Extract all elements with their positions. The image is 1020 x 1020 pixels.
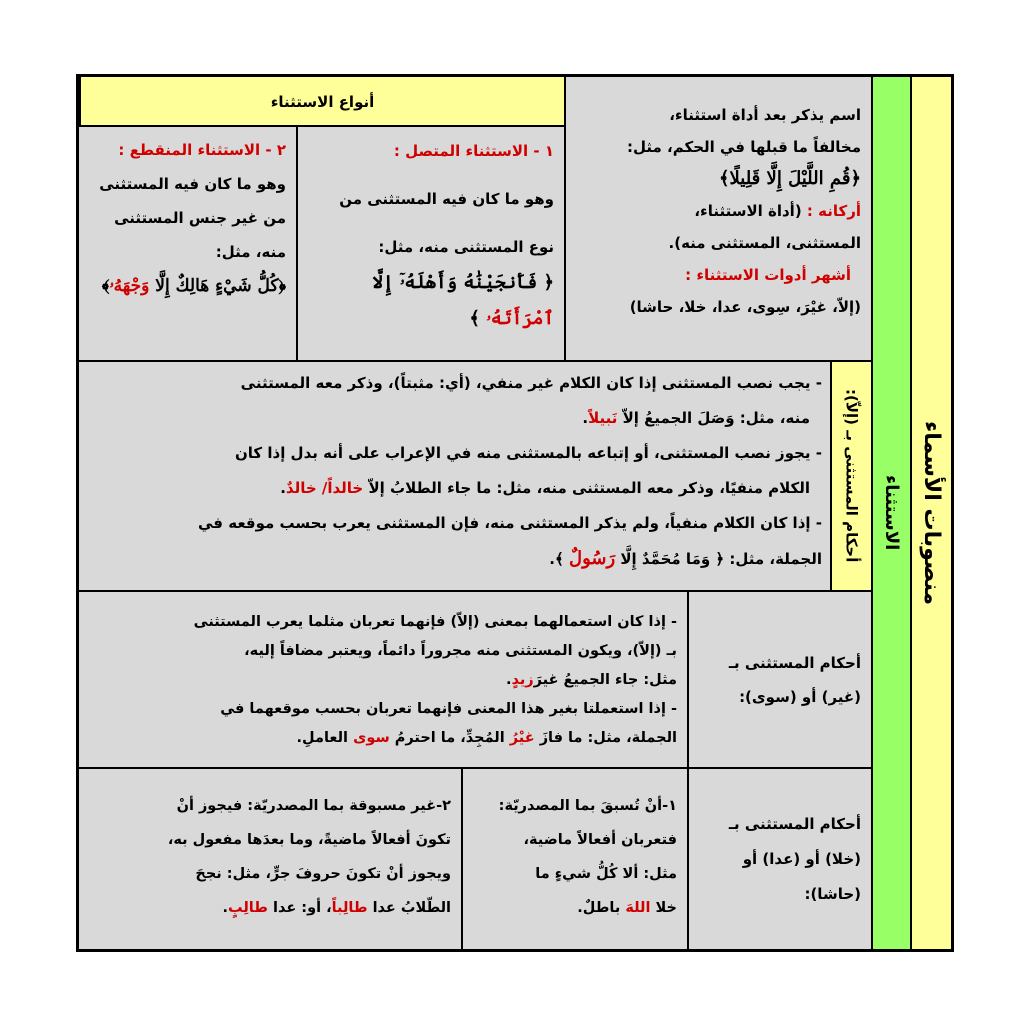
illa-rules-label-text: أحكام المستثنى بـ (إلاّ):: [842, 389, 861, 563]
disconnected-exception-cell: [79, 127, 296, 362]
chapter-title: منصوبات الأسماء: [919, 420, 944, 606]
ghayr-rule-line-2: بـ (إلاّ)، ويكون المستثنى منه مجروراً دائماً، ويعتبر مضافاً إليه،: [244, 643, 677, 659]
khala-case-2-line-3: ويجوز أنْ تكونَ حروفَ جرٍّ، مثل: نجحَ: [195, 866, 451, 882]
ghayr-siwa-label-cell: [687, 592, 871, 769]
khala-case-2-line-2: تكونَ أفعالاً ماضيةً، وما بعدَها مفعول به،: [167, 832, 451, 848]
section-title: الاستثناء: [881, 475, 902, 551]
definition-line-2: مخالفاً ما قبلها في الحكم، مثل:: [627, 138, 861, 156]
disconnected-line-3: منه، مثل:: [215, 243, 286, 261]
illa-rules-label: [830, 362, 871, 592]
definition-cell: [564, 77, 871, 362]
connected-title: ١ - الاستثناء المتصل :: [393, 142, 554, 160]
disconnected-line-1: وهو ما كان فيه المستثنى: [99, 175, 286, 193]
ghayr-label-line-1: أحكام المستثنى بـ: [728, 653, 861, 672]
illa-rule-3-line-2: الجملة، مثل: ﴿ وَمَا مُحَمَّدٌ إِلَّا رَسُولٌ ﴾.: [549, 548, 822, 569]
ghayr-rule-line-1: - إذا كان استعمالهما بمعنى (إلاّ) فإنهما تعربان مثلما يعرب المستثنى: [193, 614, 677, 630]
quran-example-1: ﴿قُمِ اللَّيْلَ إِلَّا قَلِيلًا﴾: [719, 168, 861, 189]
types-header-text: أنواع الاستثناء: [270, 93, 375, 111]
pillars-line: [576, 195, 861, 227]
illa-rule-2-line-1: - يجوز نصب المستثنى، أو إتباعه بالمستثنى منه في الإعراب على أنه بدل إذا كان: [234, 444, 822, 462]
ghayr-siwa-rules-cell: [79, 592, 687, 769]
khala-label-line-1: أحكام المستثنى بـ: [728, 814, 861, 833]
quran-example-disconnected: ﴿كُلُّ شَيْءٍ هَالِكٌ إِلَّا وَجْهَهُۥ﴾: [101, 276, 286, 296]
ghayr-rule-line-3: مثل: جاء الجميعُ غيرَزيدٍ.: [505, 672, 677, 688]
khala-ada-hasha-label-cell: [687, 769, 871, 949]
connected-exception-cell: [296, 127, 564, 362]
ghayr-rule-line-4: - إذا استعملتا بغير هذا المعنى فإنهما تعربان بحسب موقعهما في: [220, 701, 677, 717]
khala-case-2-line-1: ٢-غير مسبوقة بما المصدريّة: فيجوز أنْ: [176, 798, 451, 814]
ghayr-rule-line-5: الجملة، مثل: ما فازَ غيْرُ المُجِدِّ، ما احترمُ سوى العاملِ.: [296, 730, 677, 746]
ghayr-label-line-2: (غير) أو (سوى):: [739, 687, 861, 706]
khala-case-1-line-2: فتعربان أفعالاً ماضية،: [523, 832, 677, 848]
disconnected-line-2: من غير جنس المستثنى: [114, 209, 286, 227]
disconnected-title: ٢ - الاستثناء المنقطع :: [118, 141, 286, 159]
khala-label-line-2: (خلا) أو (عدا) أو: [742, 849, 861, 868]
connected-line-2: نوع المستثنى منه، مثل:: [378, 238, 554, 256]
illa-rule-2-line-2: الكلام منفيًا، وذكر معه المستثنى منه، مثل: ما جاء الطلابُ إلاّ خالداً/ خالدٌ.: [280, 479, 810, 497]
illa-rules-cell: [79, 362, 830, 592]
khala-case-2-cell: [79, 769, 461, 949]
khala-case-1-cell: [461, 769, 687, 949]
section-title-spine: [871, 77, 910, 949]
illa-rule-1-line-2: منه، مثل: وَصَلَ الجميعُ إلاّ نَبيلاً.: [582, 409, 810, 427]
quran-example-connected: ﴿ فَأَنجَيْنَٰهُ وَأَهْلَهُۥٓ إِلَّا ٱمْرَأَتَهُۥ ﴾: [372, 272, 554, 329]
illa-rule-3-line-1: - إذا كان الكلام منفياً، ولم يذكر المستثنى منه، فإن المستثنى يعرب بحسب موقعه في: [198, 514, 822, 532]
tools-heading: أشهر أدوات الاستثناء :: [685, 266, 851, 284]
khala-case-1-line-1: ١-أنْ تُسبقَ بما المصدريّة:: [498, 798, 677, 814]
chapter-title-spine: [910, 77, 951, 949]
tools-list: (إلاّ، غيْرَ، سِوى، عدا، خلا، حاشا): [629, 298, 861, 316]
khala-case-2-line-4: الطّلابُ عدا طالِباً، أو: عدا طالِبٍ.: [222, 900, 451, 916]
types-header: [79, 77, 564, 127]
illa-rule-1-line-1: - يجب نصب المستثنى إذا كان الكلام غير منفي، (أي: مثبتاً)، وذكر معه المستثنى: [240, 374, 822, 392]
pillars-label: أركانه :: [806, 202, 861, 220]
khala-case-1-line-3: مثل: ألا كُلُّ شيءٍ ما: [535, 866, 677, 882]
khala-label-line-3: (حاشا):: [804, 884, 861, 903]
connected-line-1: وهو ما كان فيه المستثنى من: [339, 190, 554, 208]
definition-line-1: اسم يذكر بعد أداة استثناء،: [669, 106, 861, 124]
pillars-text: (أداة الاستثناء،: [694, 202, 807, 220]
grammar-table: [76, 74, 954, 952]
pillars-line-2: المستثنى، المستثنى منه).: [668, 234, 861, 252]
khala-case-1-line-4: خلا اللهَ باطلٌ.: [577, 900, 677, 916]
